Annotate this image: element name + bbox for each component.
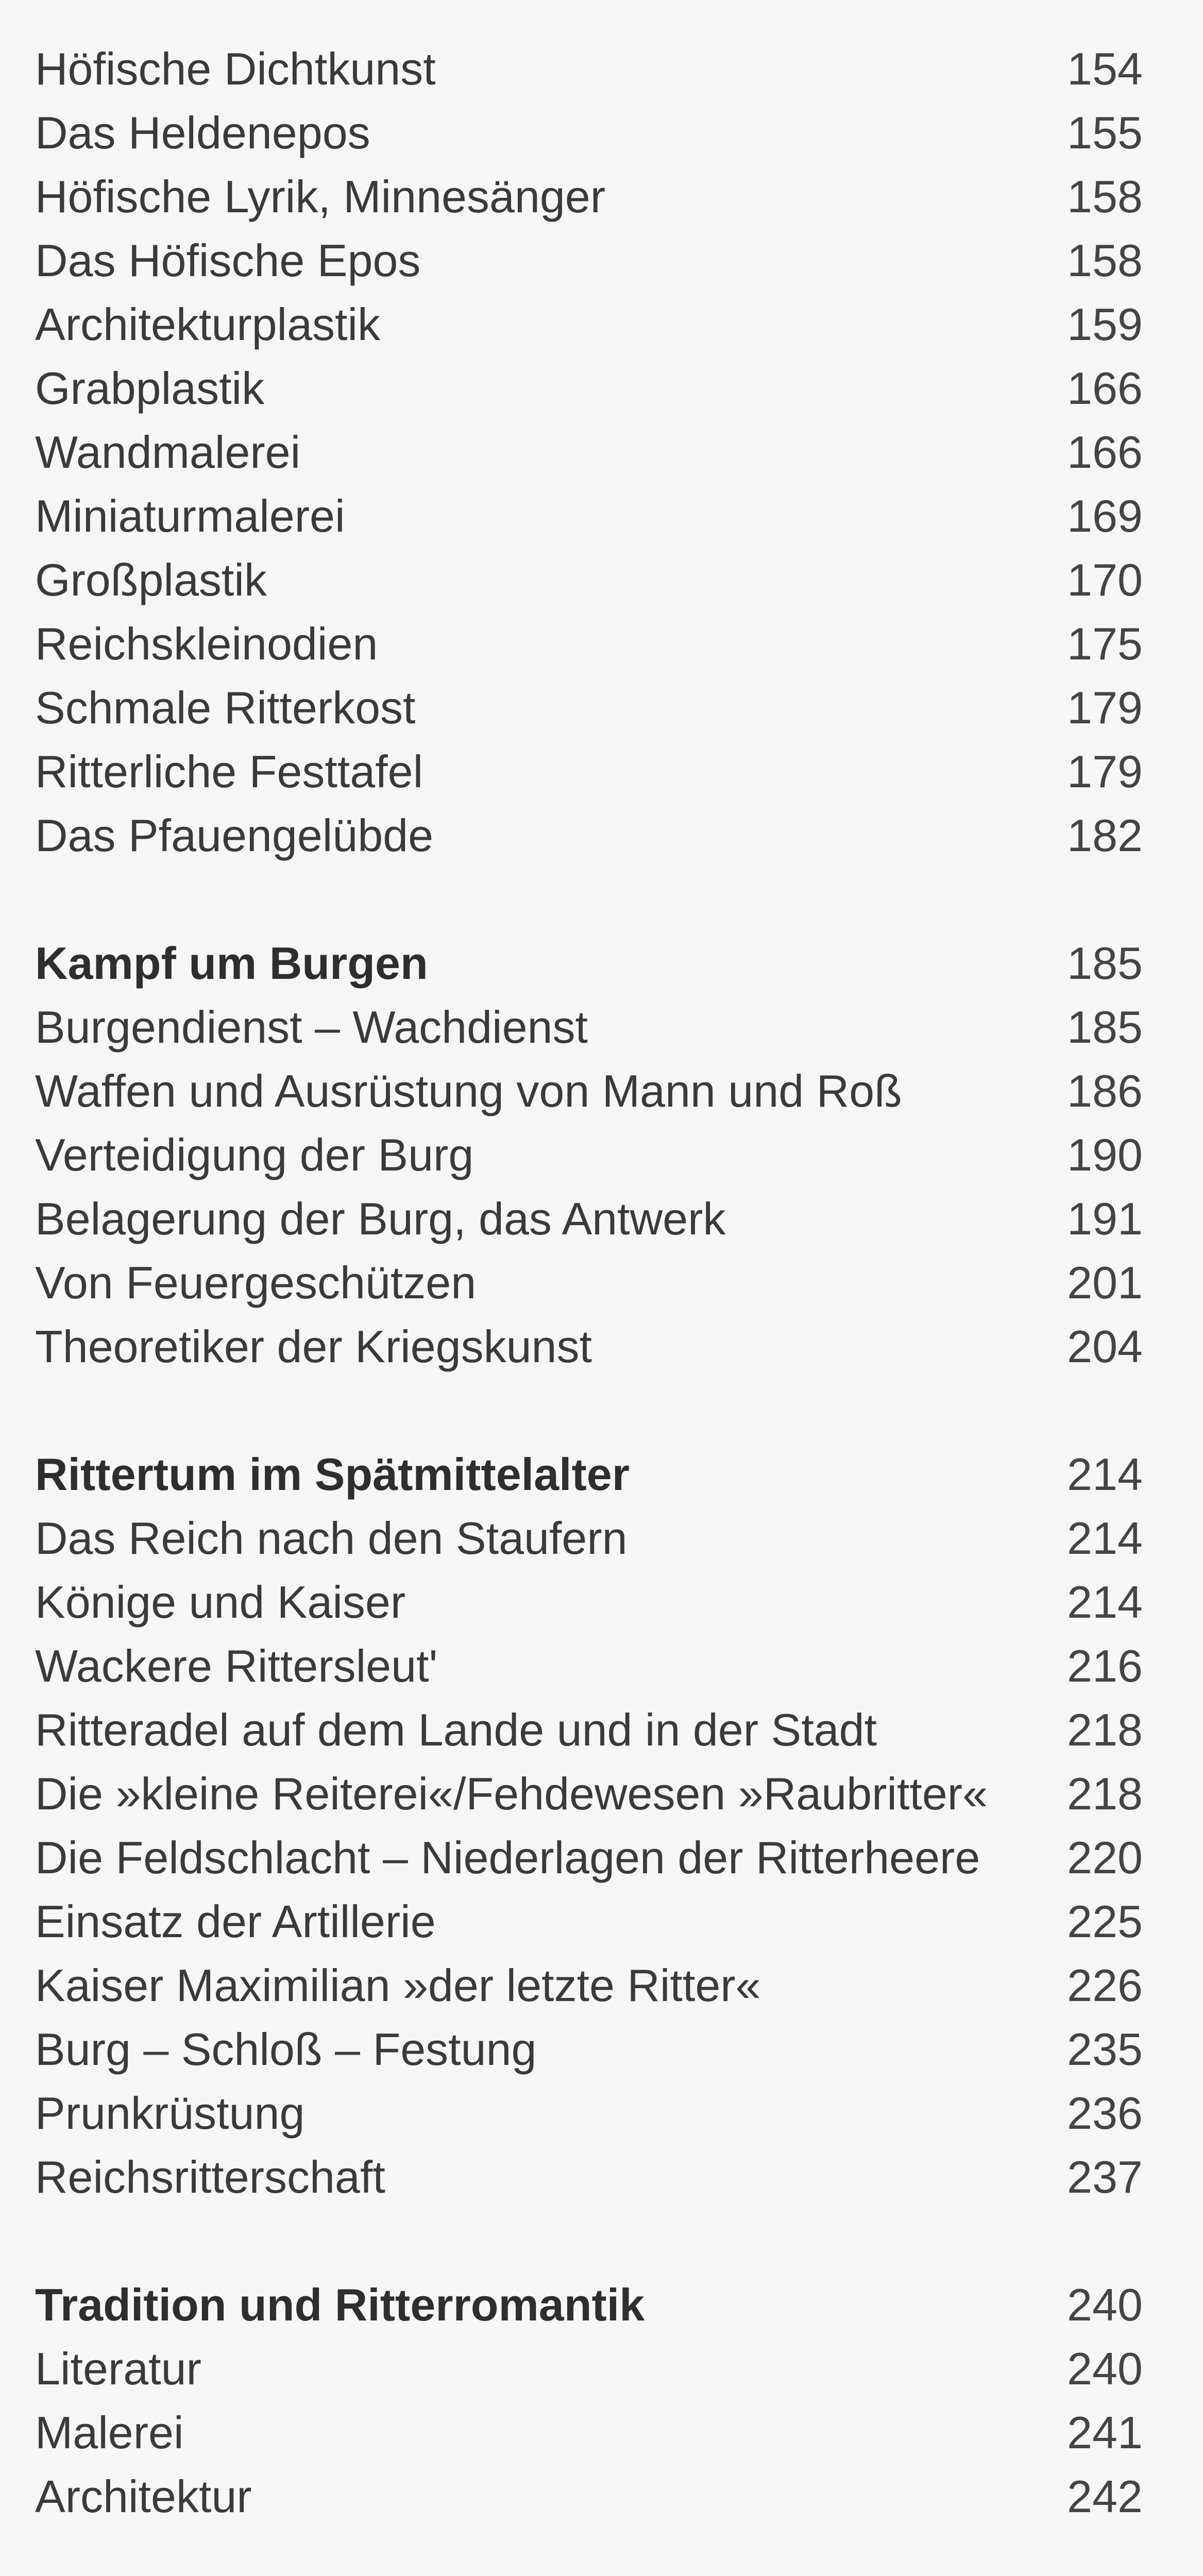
toc-entry: [35, 676, 1143, 740]
page-number: 235: [1067, 2024, 1143, 2075]
entry-title: Prunkrüstung: [35, 2088, 305, 2139]
page-number: 240: [1067, 2279, 1143, 2330]
table-of-contents: [35, 37, 1143, 2576]
entry-title: Schmale Ritterkost: [35, 682, 416, 733]
entry-title: Architektur: [35, 2471, 252, 2522]
toc-chapter-heading: [35, 2273, 1143, 2337]
entry-title: Miniaturmalerei: [35, 490, 345, 541]
entry-title: Das Heldenepos: [35, 107, 370, 158]
page-number: 186: [1067, 1065, 1143, 1116]
page-number: 158: [1067, 171, 1143, 222]
entry-title: Burg – Schloß – Festung: [35, 2024, 537, 2075]
entry-title: Grabplastik: [35, 363, 265, 414]
page-number: 155: [1067, 107, 1143, 158]
toc-entry: [35, 995, 1143, 1059]
page-number: 214: [1067, 1449, 1143, 1500]
chapter-title: Rittertum im Spätmittelalter: [35, 1449, 630, 1500]
chapter-title: Kampf um Burgen: [35, 938, 428, 989]
page-number: 170: [1067, 554, 1143, 605]
toc-entry: [35, 1762, 1143, 1826]
page-number: 159: [1067, 299, 1143, 350]
entry-title: Waffen und Ausrüstung von Mann und Roß: [35, 1065, 902, 1116]
toc-entry: [35, 2465, 1143, 2529]
toc-chapter-heading: [35, 931, 1143, 995]
page-number: 169: [1067, 490, 1143, 541]
entry-title: Architekturplastik: [35, 299, 381, 350]
entry-title: Literatur: [35, 2343, 201, 2394]
toc-section: [35, 1443, 1143, 2209]
toc-entry: [35, 740, 1143, 804]
entry-title: Das Reich nach den Staufern: [35, 1513, 628, 1564]
entry-title: Die Feldschlacht – Niederlagen der Ritterheere: [35, 1832, 980, 1883]
page-number: 179: [1067, 746, 1143, 797]
page-number: 191: [1067, 1193, 1143, 1244]
toc-section: [35, 37, 1143, 868]
entry-title: Höfische Dichtkunst: [35, 43, 436, 94]
page-number: 236: [1067, 2088, 1143, 2139]
entry-title: Die »kleine Reiterei«/Fehdewesen »Raubritter«: [35, 1768, 988, 1819]
page-number: 179: [1067, 682, 1143, 733]
toc-entry: [35, 612, 1143, 676]
entry-title: Könige und Kaiser: [35, 1577, 406, 1628]
toc-entry: [35, 165, 1143, 229]
toc-entry: [35, 548, 1143, 612]
page-number: 154: [1067, 43, 1143, 94]
toc-entry: [35, 2145, 1143, 2209]
toc-entry: [35, 804, 1143, 868]
entry-title: Wackere Rittersleut': [35, 1640, 438, 1691]
toc-entry: [35, 1698, 1143, 1762]
toc-entry: [35, 2337, 1143, 2401]
page-number: 214: [1067, 1577, 1143, 1628]
page-number: 225: [1067, 1896, 1143, 1947]
page-number: 241: [1067, 2407, 1143, 2458]
toc-entry: [35, 1826, 1143, 1890]
page-number: 220: [1067, 1832, 1143, 1883]
page-number: 218: [1067, 1704, 1143, 1755]
entry-title: Wandmalerei: [35, 427, 301, 478]
toc-entry: [35, 101, 1143, 165]
page-number: 216: [1067, 1640, 1143, 1691]
page-number: 175: [1067, 618, 1143, 669]
page-number: 201: [1067, 1257, 1143, 1308]
page-number: 182: [1067, 810, 1143, 861]
entry-title: Das Höfische Epos: [35, 235, 421, 286]
toc-entry: [35, 1315, 1143, 1379]
toc-entry: [35, 1251, 1143, 1315]
toc-entry: [35, 37, 1143, 101]
page-number: 226: [1067, 1960, 1143, 2011]
entry-title: Reichskleinodien: [35, 618, 378, 669]
toc-section: [35, 931, 1143, 1379]
entry-title: Theoretiker der Kriegskunst: [35, 1321, 592, 1372]
entry-title: Großplastik: [35, 554, 267, 605]
entry-title: Belagerung der Burg, das Antwerk: [35, 1193, 726, 1244]
page-number: 218: [1067, 1768, 1143, 1819]
entry-title: Ritterliche Festtafel: [35, 746, 423, 797]
toc-entry: [35, 1890, 1143, 1954]
toc-entry: [35, 420, 1143, 484]
entry-title: Von Feuergeschützen: [35, 1257, 477, 1308]
page-number: 166: [1067, 363, 1143, 414]
entry-title: Ritteradel auf dem Lande und in der Stadt: [35, 1704, 877, 1755]
page-number: 214: [1067, 1513, 1143, 1564]
entry-title: Reichsritterschaft: [35, 2151, 385, 2202]
toc-entry: [35, 357, 1143, 420]
toc-entry: [35, 1954, 1143, 2018]
toc-entry: [35, 1059, 1143, 1123]
toc-chapter-heading: [35, 1443, 1143, 1506]
toc-entry: [35, 1506, 1143, 1570]
entry-title: Burgendienst – Wachdienst: [35, 1002, 588, 1053]
toc-entry: [35, 2018, 1143, 2081]
page-number: 190: [1067, 1129, 1143, 1180]
entry-title: Einsatz der Artillerie: [35, 1896, 436, 1947]
page-number: 158: [1067, 235, 1143, 286]
chapter-title: Tradition und Ritterromantik: [35, 2279, 645, 2330]
toc-entry: [35, 2401, 1143, 2465]
entry-title: Kaiser Maximilian »der letzte Ritter«: [35, 1960, 761, 2011]
page-number: 240: [1067, 2343, 1143, 2394]
toc-entry: [35, 2081, 1143, 2145]
entry-title: Höfische Lyrik, Minnesänger: [35, 171, 606, 222]
toc-entry: [35, 1634, 1143, 1698]
page-number: 204: [1067, 1321, 1143, 1372]
toc-entry: [35, 1123, 1143, 1187]
entry-title: Verteidigung der Burg: [35, 1129, 474, 1180]
page-number: 185: [1067, 938, 1143, 989]
toc-entry: [35, 1570, 1143, 1634]
page-number: 185: [1067, 1002, 1143, 1053]
page-number: 166: [1067, 427, 1143, 478]
toc-entry: [35, 484, 1143, 548]
page-number: 237: [1067, 2151, 1143, 2202]
toc-entry: [35, 293, 1143, 357]
page-number: 242: [1067, 2471, 1143, 2522]
toc-entry: [35, 1187, 1143, 1251]
toc-section: [35, 2273, 1143, 2529]
toc-entry: [35, 229, 1143, 293]
entry-title: Das Pfauengelübde: [35, 810, 434, 861]
entry-title: Malerei: [35, 2407, 184, 2458]
